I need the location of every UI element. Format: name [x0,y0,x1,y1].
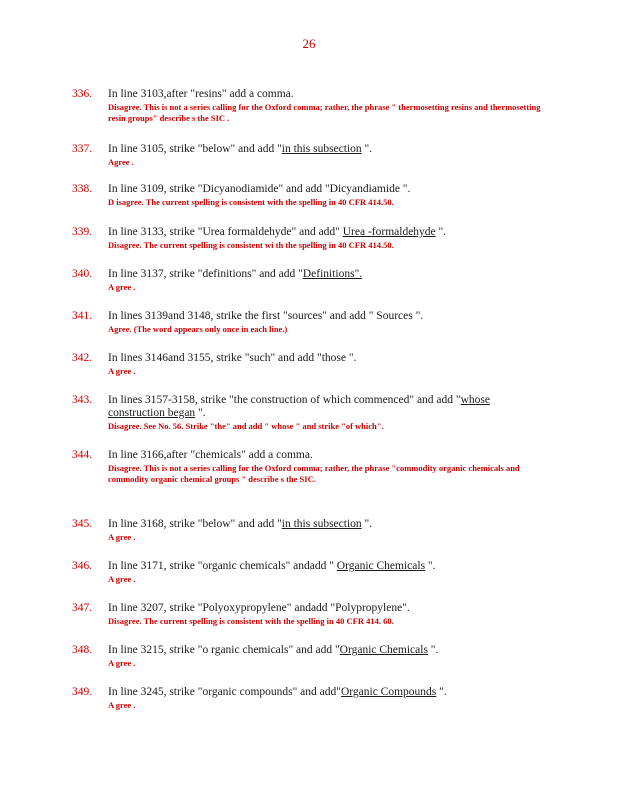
response-text: Agree . [108,157,134,167]
response-text: Disagree. This is not a series calling for the Oxford comma; rather, the phrase "commodity organic chemicals and commodity organic chemical groups " describe s the SIC. [108,463,520,484]
inserted-text: whose construction began [108,394,490,419]
response-text: Agree. (The word appears only once in each line.) [108,324,288,334]
comment-number: 345. [72,518,93,530]
inserted-text: Organic Chemicals [336,560,426,572]
comment-text-segment: In line 3109, strike "Dicyanodiamide" and add "Dicyandiamide ". [108,183,411,195]
response-text: A gree . [108,574,136,584]
comment-text-segment: In line 3215, strike "o rganic chemicals" and add " [108,644,340,656]
comment-number: 340. [72,268,93,280]
comment-text-segment: In lines 3157-3158, strike "the construction of which commenced" and add " [108,394,461,406]
response-text: A gree . [108,282,136,292]
comment-number: 344. [72,449,93,461]
comment-text-segment: ". [195,407,206,419]
comment-text-segment: In line 3171, strike "organic chemicals" andadd " [108,560,337,572]
comment-text-segment: In line 3245, strike "organic compounds" and add" [108,686,341,698]
comment-text-segment: In line 3133, strike "Urea formaldehyde" and add" [108,226,343,238]
comment-text-segment: ". [361,143,373,155]
comment-text [108,183,544,196]
comment-text-segment: ". [436,686,447,698]
comment-text [108,686,544,699]
comment-text-segment: ". [435,226,447,238]
comment-number: 343. [72,394,93,406]
response-text: D isagree. The current spelling is consistent with the spelling in 40 CFR 414.50. [108,197,394,207]
response-text: A gree . [108,700,136,710]
comment-text-segment: In lines 3139and 3148, strike the first "sources" and add " Sources ". [108,310,424,322]
comment-text [108,143,544,156]
comment-text [108,644,544,657]
comment-text [108,394,544,420]
comment-text-segment: In line 3137, strike "definitions" and add " [108,268,303,280]
response-text: A gree . [108,532,136,542]
comment-number: 337. [72,143,93,155]
comment-number: 336. [72,88,93,100]
comment-number: 347. [72,602,93,614]
page-number: 26 [302,36,316,51]
comment-text-segment: In line 3207, strike "Polyoxypropylene" andadd "Polypropylene". [108,602,410,614]
response-text: Disagree. The current spelling is consistent wi th the spelling in 40 CFR 414.50. [108,240,394,250]
comment-text [108,88,544,101]
response-text: Disagree. See No. 56. Strike "the" and add " whose " and strike "of which". [108,421,384,431]
comment-text-segment: In line 3168, strike "below" and add " [108,518,282,530]
inserted-text: in this subsection [281,143,362,155]
comment-text-segment: ". [425,560,436,572]
comment-number: 349. [72,686,93,698]
response-text: Disagree. This is not a series calling for the Oxford comma; rather, the phrase " thermosetting resins and thermosetting resin groups" describe s the SIC . [108,102,541,123]
comment-text-segment: ". [427,644,439,656]
comment-text [108,449,544,462]
comment-text-segment: In lines 3146and 3155, strike "such" and add "those ". [108,352,357,364]
response-text: A gree . [108,366,136,376]
comment-number: 348. [72,644,93,656]
comment-text [108,226,544,239]
comment-number: 342. [72,352,93,364]
comment-text [108,518,544,531]
comment-number: 346. [72,560,93,572]
comment-text-segment: In line 3103,after "resins" add a comma. [108,88,294,100]
comment-text-segment: In line 3105, strike "below" and add " [108,143,282,155]
comment-text [108,310,544,323]
response-text: Disagree. The current spelling is consistent with the spelling in 40 CFR 414. 60. [108,616,394,626]
comment-number: 339. [72,226,93,238]
inserted-text: in this subsection [281,518,362,530]
comment-number: 341. [72,310,93,322]
comment-text [108,602,544,615]
inserted-text: Definitions". [302,268,363,280]
inserted-text: Organic Chemicals [339,644,428,656]
comment-number: 338. [72,183,93,195]
comment-text [108,268,544,281]
comment-text [108,560,544,573]
response-text: A gree . [108,658,136,668]
comment-text-segment: ". [361,518,373,530]
comment-text [108,352,544,365]
inserted-text: Organic Compounds [340,686,437,698]
comment-text-segment: In line 3166,after "chemicals" add a comma. [108,449,313,461]
inserted-text: Urea -formaldehyde [342,226,436,238]
